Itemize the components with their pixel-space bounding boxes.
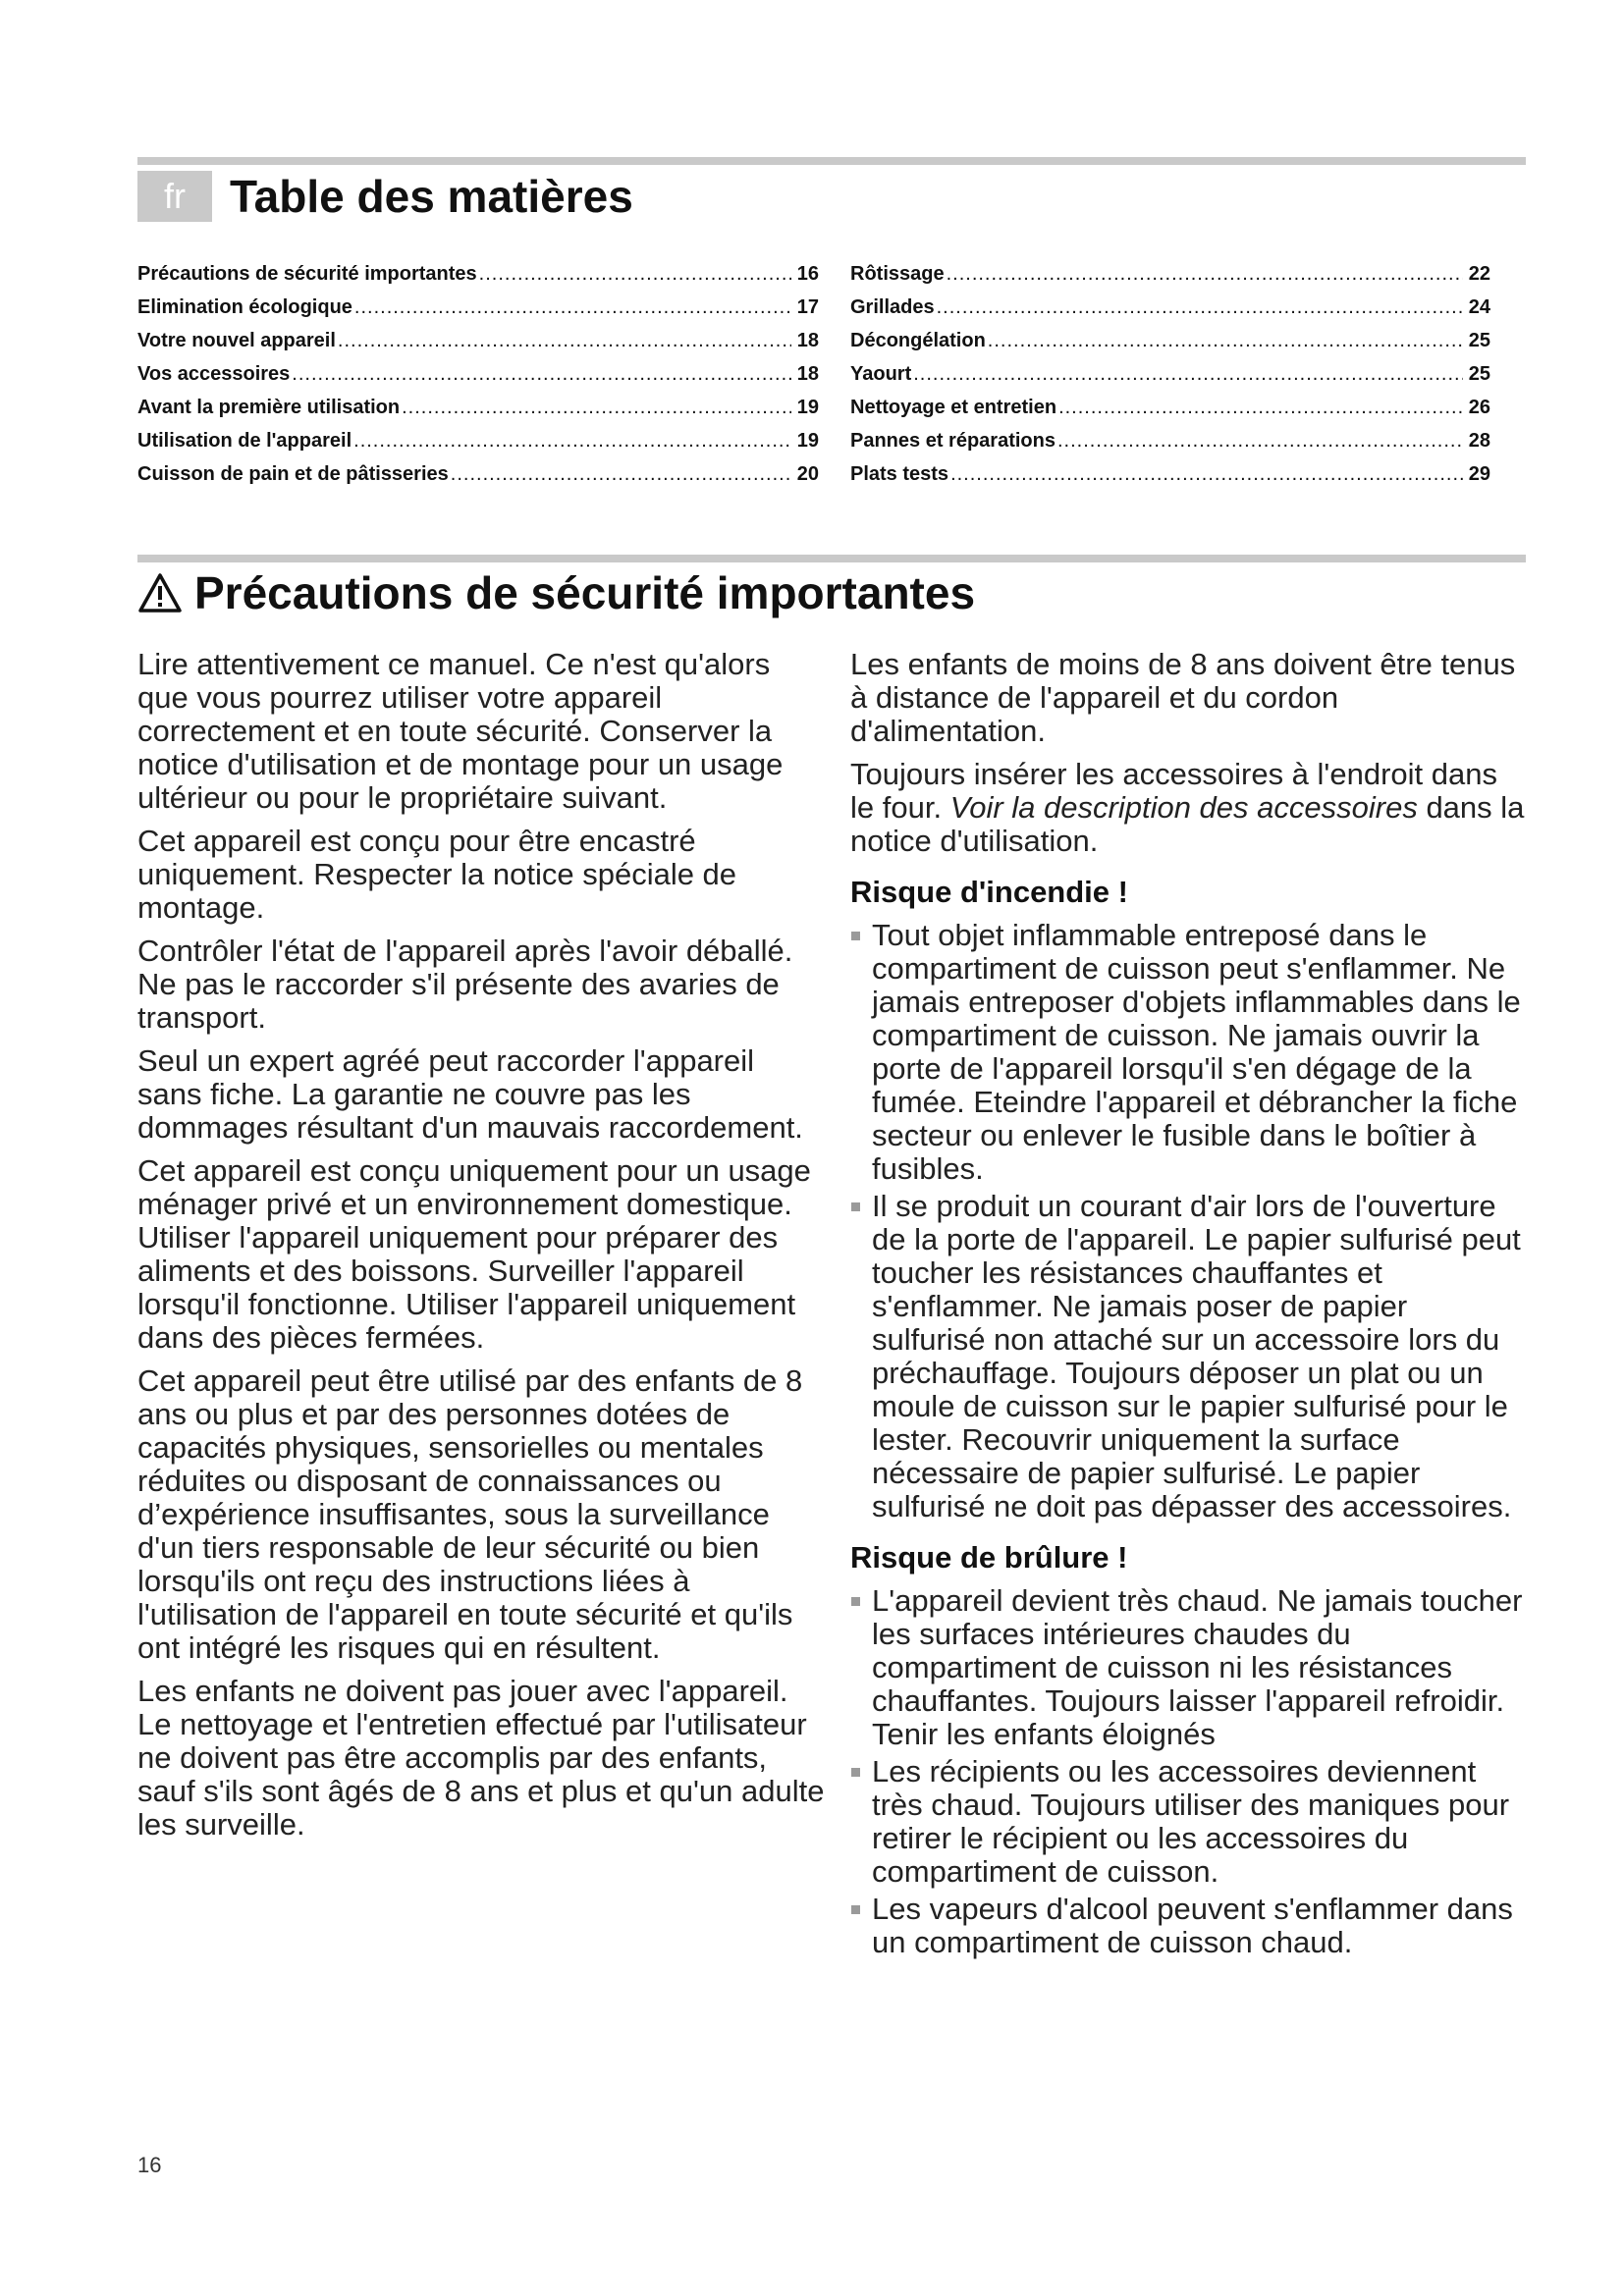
- toc-entry[interactable]: [850, 457, 1490, 491]
- safety-paragraph: Cet appareil est conçu pour être encastré uniquement. Respecter la notice spéciale de montage.: [137, 824, 737, 925]
- toc-entry-page: 25: [1468, 363, 1490, 385]
- toc-entry-label: Plats tests: [850, 463, 949, 485]
- toc-entry[interactable]: [137, 357, 819, 391]
- toc-entry[interactable]: [137, 391, 819, 424]
- toc-leader-dots: [950, 457, 1463, 491]
- toc-entry[interactable]: [137, 291, 819, 324]
- toc-leader-dots: [354, 291, 791, 324]
- safety-paragraph: Les enfants de moins de 8 ans doivent être tenus à distance de l'appareil et du cordon d'alimentation.: [850, 647, 1516, 748]
- toc-entry-page: 19: [796, 397, 819, 418]
- toc-leader-dots: [451, 457, 791, 491]
- toc-leader-dots: [937, 291, 1463, 324]
- fire-risk-heading: Risque d'incendie !: [850, 875, 1128, 909]
- toc-leader-dots: [338, 324, 791, 357]
- toc-entry-label: Décongélation: [850, 330, 986, 351]
- paragraph-text: Toujours insérer les accessoires à l'endroit dans le four.: [850, 757, 1497, 825]
- toc-entry[interactable]: [137, 324, 819, 357]
- section-title: [137, 561, 975, 624]
- toc-leader-dots: [947, 257, 1463, 291]
- toc-entry-page: 19: [796, 430, 819, 452]
- toc-entry-label: Pannes et réparations: [850, 430, 1056, 452]
- burn-risk-heading: Risque de brûlure !: [850, 1540, 1128, 1575]
- page-number: 16: [137, 2153, 162, 2177]
- toc-leader-dots: [292, 357, 790, 391]
- list-item: Les vapeurs d'alcool peuvent s'enflammer dans un compartiment de cuisson chaud.: [850, 1893, 1528, 1959]
- toc-left-column: [137, 257, 819, 491]
- toc-entry-page: 26: [1468, 397, 1490, 418]
- safety-paragraph: Contrôler l'état de l'appareil après l'avoir déballé. Ne pas le raccorder s'il présente des avaries de transport.: [137, 934, 793, 1035]
- toc-entry[interactable]: [137, 457, 819, 491]
- paragraph-text: dans la notice d'utilisation.: [850, 790, 1525, 858]
- toc-entry-page: 16: [796, 263, 819, 285]
- toc-entry[interactable]: [850, 324, 1490, 357]
- toc-entry-page: 24: [1468, 296, 1490, 318]
- list-item: Il se produit un courant d'air lors de l'ouverture de la porte de l'appareil. Le papier sulfurisé peut toucher les résistances chauffantes et s'enflammer. Ne jamais poser de papier sulfurisé non attaché sur un accessoire lors du préchauffage. Toujours déposer un plat ou un moule de cuisson sur le papier sulfurisé pour le lester. Recouvrir uniquement la surface nécessaire de papier sulfurisé. Le papier sulfurisé ne doit pas dépasser des accessoires.: [850, 1190, 1528, 1523]
- toc-entry-label: Avant la première utilisation: [137, 397, 401, 418]
- toc-entry-page: 25: [1468, 330, 1490, 351]
- toc-entry-label: Utilisation de l'appareil: [137, 430, 352, 452]
- toc-entry-page: 22: [1468, 263, 1490, 285]
- safety-paragraph: Lire attentivement ce manuel. Ce n'est qu'alors que vous pourrez utiliser votre appareil correctement et en toute sécurité. Conserver la notice d'utilisation et de montage pour un usage ultérieur ou pour le propriétaire suivant.: [137, 647, 784, 815]
- toc-leader-dots: [913, 357, 1463, 391]
- toc-entry-label: Nettoyage et entretien: [850, 397, 1057, 418]
- toc-entry[interactable]: [850, 257, 1490, 291]
- toc-leader-dots: [1057, 424, 1463, 457]
- safety-paragraph: Cet appareil peut être utilisé par des enfants de 8 ans ou plus et par des personnes dotées de capacités physiques, sensorielles ou mentales réduites ou disposant de connaissances ou d’expérience insuffisantes, sous la surveillance d'un tiers responsable de leur sécurité ou bien lorsqu'ils ont reçu des instructions liées à l'utilisation de l'appareil en toute sécurité et qu'ils ont intégré les risques qui en résultent.: [137, 1363, 803, 1665]
- safety-paragraph: Les enfants ne doivent pas jouer avec l'appareil. Le nettoyage et l'entretien effectué par l'utilisateur ne doivent pas être accomplis par des enfants, sauf s'ils sont âgés de 8 ans et plus et qu'un adulte les surveille.: [137, 1674, 825, 1842]
- language-badge: fr: [137, 171, 212, 222]
- safety-paragraph: Seul un expert agréé peut raccorder l'appareil sans fiche. La garantie ne couvre pas les dommages résultant d'un mauvais raccordement.: [137, 1043, 803, 1145]
- left-text-column: [137, 648, 825, 1851]
- safety-paragraph: Cet appareil est conçu uniquement pour un usage ménager privé et un environnement domestique. Utiliser l'appareil uniquement pour préparer des aliments et des boissons. Surveiller l'appareil lorsqu'il fonctionne. Utiliser l'appareil uniquement dans des pièces fermées.: [137, 1153, 811, 1355]
- toc-right-column: [850, 257, 1490, 491]
- toc-entry-page: 18: [796, 363, 819, 385]
- toc-divider: [137, 157, 1526, 165]
- toc-entry-page: 28: [1468, 430, 1490, 452]
- toc-entry-label: Elimination écologique: [137, 296, 352, 318]
- toc-entry[interactable]: [850, 424, 1490, 457]
- toc-entry[interactable]: [137, 257, 819, 291]
- section-title-text: Précautions de sécurité importantes: [194, 567, 976, 618]
- toc-title: Table des matières: [230, 171, 633, 222]
- cross-reference[interactable]: Voir la description des accessoires: [949, 790, 1418, 825]
- toc-entry-page: 29: [1468, 463, 1490, 485]
- toc-entry-label: Rôtissage: [850, 263, 945, 285]
- toc-leader-dots: [1058, 391, 1463, 424]
- safety-paragraph: [850, 758, 1528, 858]
- toc-entry[interactable]: [850, 357, 1490, 391]
- list-item: Tout objet inflammable entreposé dans le compartiment de cuisson peut s'enflammer. Ne jamais entreposer d'objets inflammables dans le compartiment de cuisson. Ne jamais ouvrir la porte de l'appareil lorsqu'il s'en dégage de la fumée. Eteindre l'appareil et débrancher la fiche secteur ou enlever le fusible dans le boîtier à fusibles.: [850, 919, 1528, 1186]
- warning-triangle-icon: [137, 572, 183, 614]
- toc-leader-dots: [353, 424, 791, 457]
- toc-entry-label: Grillades: [850, 296, 935, 318]
- toc-entry-label: Votre nouvel appareil: [137, 330, 336, 351]
- toc-entry-label: Yaourt: [850, 363, 912, 385]
- toc-entry[interactable]: [850, 391, 1490, 424]
- toc-leader-dots: [402, 391, 791, 424]
- right-text-column: [850, 648, 1528, 1969]
- toc-entry[interactable]: [137, 424, 819, 457]
- toc-entry-page: 17: [796, 296, 819, 318]
- list-item: Les récipients ou les accessoires deviennent très chaud. Toujours utiliser des maniques pour retirer le récipient ou les accessoires du compartiment de cuisson.: [850, 1755, 1528, 1889]
- toc-entry-label: Précautions de sécurité importantes: [137, 263, 477, 285]
- toc-entry[interactable]: [850, 291, 1490, 324]
- toc-entry-page: 20: [796, 463, 819, 485]
- toc-leader-dots: [479, 257, 791, 291]
- burn-risk-list: [850, 1584, 1528, 1959]
- toc-entry-page: 18: [796, 330, 819, 351]
- toc-entry-label: Vos accessoires: [137, 363, 291, 385]
- toc-entry-label: Cuisson de pain et de pâtisseries: [137, 463, 449, 485]
- list-item: L'appareil devient très chaud. Ne jamais toucher les surfaces intérieures chaudes du compartiment de cuisson ni les résistances chauffantes. Toujours laisser l'appareil refroidir. Tenir les enfants éloignés: [850, 1584, 1528, 1751]
- fire-risk-list: [850, 919, 1528, 1523]
- toc-leader-dots: [988, 324, 1463, 357]
